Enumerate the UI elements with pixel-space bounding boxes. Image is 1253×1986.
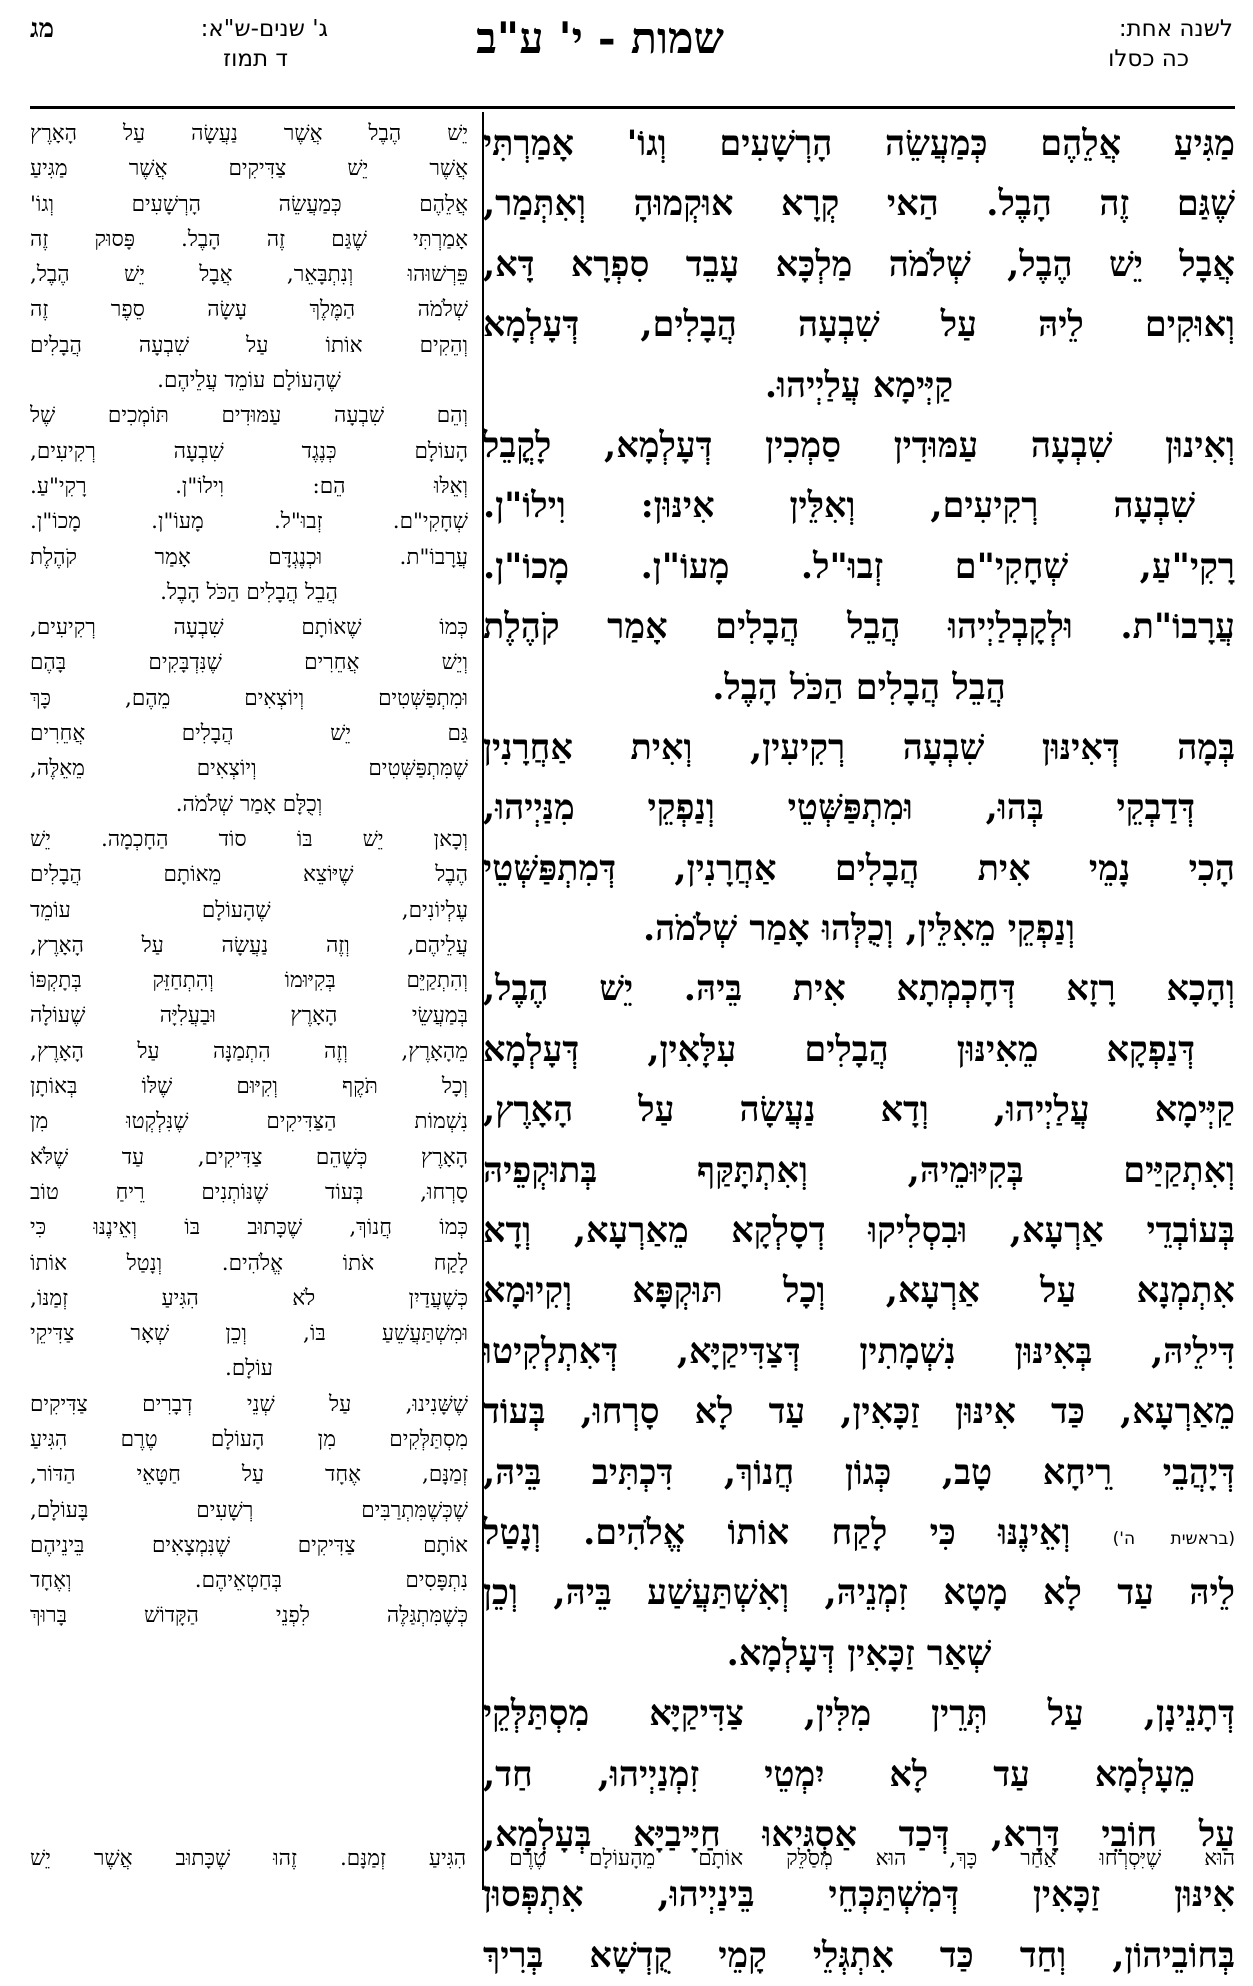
commentary-line: פֵּרְשׁוּהוּ וְנִתְבָּאֵר, אֲבָל יֵשׁ הֶבֶל, xyxy=(30,262,468,288)
main-line: וְאִתְקַיַּים בְּקִיּוּמֵיהּ, וְאִתְתָּקַּף בְּתוּקְפֵיהּ xyxy=(483,1149,1235,1191)
commentary-line: אֲלֵהֶם כְּמַעֲשֵׂה הָרְשָׁעִים וְגוֹ' xyxy=(30,191,468,217)
main-line: בְּחוֹבֵיהוֹן, וְחַד כַּד אִתְגְּלֵי קָמֵי קֻדְשָׁא בְּרִיךְ xyxy=(483,1934,1235,1976)
header-left-block xyxy=(118,14,328,74)
main-line: הָכִי נָמֵי אִית הֲבָלִים אַחֲרָנִין, דְּמִתְפַּשְּׁטֵי xyxy=(483,847,1235,889)
main-line: מֵאַרְעָא, כַּד אִינּוּן זַכָּאִין, עַד לָא סָרְחוּ, בְּעוֹד xyxy=(483,1391,1235,1433)
commentary-line: וְאֵלּוּ הֵם: וִילוֹ"ן. רָקִי"עַ. xyxy=(30,473,468,499)
main-line: וְנַפְקֵי מֵאִלֵּין, וְכֻלְּהוּ אָמַר שְׁלֹמֹה. xyxy=(642,908,1076,950)
commentary-line: נִשְׁמוֹת הַצַּדִּיקִים שֶׁנִּלְקְטוּ מִן xyxy=(30,1109,468,1135)
commentary-line: עֶלְיוֹנִים, שֶׁהָעוֹלָם עוֹמֵד xyxy=(30,897,468,923)
main-line: קַיְּימָא עֲלַיְיהוּ, וְדָא נַעֲשָׂה עַל הָאָרֶץ, xyxy=(483,1089,1235,1131)
main-line: בְּעוֹבְדֵי אַרְעָא, וּבִסְלִיקוּ דְסָלְקָא מֵאַרְעָא, וְדָא xyxy=(483,1210,1235,1252)
main-line: אֲבָל יֵשׁ הֶבֶל, שְׁלֹמֹה מַלְכָּא עָבֵד סִפְרָא דָּא, xyxy=(483,243,1235,285)
commentary-line: יֵשׁ הֶבֶל אֲשֶׁר נַעֲשָׂה עַל הָאָרֶץ xyxy=(30,121,468,146)
main-line: וְאִינוּן שִׁבְעָה עַמּוּדִין סַמְכִין דְּעָלְמָא, לָקֳבֵל xyxy=(483,424,1235,466)
commentary-line: וּמִשְׁתַּעֲשֵׁעַ בּוֹ, וְכֵן שְׁאָר צַדִּיקֵי xyxy=(30,1321,468,1347)
main-line: דְּדַבְקֵי בְּהוּ, וּמִתְפַּשְּׁטֵי וְנַפְקֵי מִנַּיְיהוּ, xyxy=(483,787,1195,829)
header-left-line2: ד תמוז xyxy=(223,46,288,72)
commentary-line: שְׁחָקִי"ם. זְבוּ"ל. מָעוֹ"ן. מָכוֹ"ן. xyxy=(30,509,468,535)
commentary-line: וְכָל תֹּקֶף וְקִיּוּם שֶׁלּוֹ בְּאוֹתָן xyxy=(30,1074,468,1100)
commentary-line: אָמַרְתִּי שֶׁגַּם זֶה הָבֶל. פָּסוּק זֶה xyxy=(30,226,468,252)
main-line: אִינּוּן זַכָּאִין דְּמִשְׁתַּכְּחֵי בֵּינַיְיהוּ, אִתְפְּסוּן xyxy=(483,1874,1235,1916)
commentary-line: הָעוֹלָם כְּנֶגֶד שִׁבְעָה רְקִיעִים, xyxy=(30,438,468,464)
commentary-column xyxy=(30,116,468,1634)
header-right-line2: כה כסלו xyxy=(1108,46,1189,72)
commentary-line: וְהֵם שִׁבְעָה עַמּוּדִים תּוֹמְכִים שֶׁל xyxy=(30,403,468,429)
main-line-with-source xyxy=(483,1503,1235,1563)
main-line: עַל חוֹבֵי דָּרָא, דְּכַד אַסְגִּיאוּ חַיָּיבַיָּא בְּעָלְמָא, xyxy=(483,1813,1235,1855)
commentary-line: וּמִתְפַּשְּׁטִים וְיוֹצְאִים מֵהֶם, כָּךְ xyxy=(30,685,468,711)
main-line: דְּיָהֲבֵי רֵיחָא טָב, כְּגוֹן חֲנוֹךְ, דִּכְתִּיב בֵּיהּ, xyxy=(483,1451,1235,1493)
commentary-line: כְּמוֹ שֶׁאוֹתָם שִׁבְעָה רְקִיעִים, xyxy=(30,615,468,641)
commentary-line: עֲלֵיהֶם, וְזֶה נַעֲשָׂה עַל הָאָרֶץ, xyxy=(30,932,468,958)
main-text-column xyxy=(483,114,1235,1986)
commentary-line: שֶׁשָּׁנִינוּ, עַל שְׁנֵי דְבָרִים צַדִּיקִים xyxy=(30,1391,468,1417)
source-note: (בראשית ה') xyxy=(1112,1528,1235,1549)
commentary-line: הֲבֵל הֲבָלִים הַכֹּל הָבֶל. xyxy=(160,579,338,605)
column-divider xyxy=(482,112,484,1890)
commentary-line: הָאָרֶץ כְּשֶׁהֵם צַדִּיקִים, עַד שֶׁלֹּא xyxy=(30,1144,468,1170)
page-title: שמות - י' ע"ב xyxy=(476,14,724,64)
main-line: מֵעָלְמָא עַד לָא יִמְטֵי זִמְנַיְיהוּ, חַד, xyxy=(483,1753,1195,1795)
commentary-line: זְמַנָּם, אֶחָד עַל חַטָּאֵי הַדּוֹר, xyxy=(30,1462,468,1488)
bottom-line: הוּא שֶׁיִּסְרְחוּ אַחַר כָּךְ, הוּא מְסַלֵּק אוֹתָם מֵהָעוֹלָם טֶרֶם הִגִּיעַ זְמַנָּם. זֶהוּ שֶׁכָּתוּב אֲשֶׁר יֵשׁ xyxy=(30,1846,1235,1871)
main-line: הֲבֵל הֲבָלִים הַכֹּל הָבֶל. xyxy=(712,666,1006,708)
main-line: מַגִּיעַ אֲלֵהֶם כְּמַעֲשֵׂה הָרְשָׁעִים וְגוֹ' אָמַרְתִּי xyxy=(483,123,1235,164)
header-right-line1: לשנה אחת: xyxy=(1118,16,1233,42)
commentary-line: כְּשֶׁמִּתְגַּלֶּה לִפְנֵי הַקָּדוֹשׁ בָּרוּךְ xyxy=(30,1603,468,1629)
commentary-line: אֲשֶׁר יֵשׁ צַדִּיקִים אֲשֶׁר מַגִּיעַ xyxy=(30,156,468,182)
commentary-line: עוֹלָם. xyxy=(225,1356,273,1382)
commentary-line: גַּם יֵשׁ הֲבָלִים אֲחֵרִים xyxy=(30,721,468,747)
main-line: עֲרָבוֹ"ת. וּלְקָבְלַיְיהוּ הֲבֵל הֲבָלִים אָמַר קֹהֶלֶת xyxy=(483,606,1235,648)
commentary-line: שֶׁכְּשֶׁמִּתְרַבִּים רְשָׁעִים בָּעוֹלָם, xyxy=(30,1497,468,1523)
commentary-line: וְכֻלָּם אָמַר שְׁלֹמֹה. xyxy=(175,791,323,817)
header-left-line1: ג' שנים-ש"א: xyxy=(200,16,328,42)
commentary-line: וְהֵקִים אוֹתוֹ עַל שִׁבְעָה הֲבָלִים xyxy=(30,332,468,358)
main-line: בְּמָה דְּאִינּוּן שִׁבְעָה רְקִיעִין, וְאִית אַחֲרָנִין xyxy=(483,726,1235,768)
commentary-line: מִסְתַּלְּקִים מִן הָעוֹלָם טֶרֶם הִגִּיעַ xyxy=(30,1426,468,1452)
page-number: מג xyxy=(30,14,54,44)
commentary-line: הֶבֶל שֶׁיּוֹצֵא מֵאוֹתָם הֲבָלִים xyxy=(30,862,468,888)
main-line: וְאוּקִים לֵיהּ עַל שִׁבְעָה הֲבָלִים, דְּעָלְמָא xyxy=(483,304,1235,346)
main-line: אִתְמְנָא עַל אַרְעָא, וְכָל תּוּקְפָּא וְקִיוּמָא xyxy=(483,1270,1235,1312)
main-line: לֵיהּ עַד לָא מָטָא זִמְנֵיהּ, וְאִשְׁתַּעֲשַׁע בֵּיהּ, וְכֵן xyxy=(483,1572,1235,1614)
commentary-line: וְיֵשׁ אֲחֵרִים שֶׁנִּדְבָּקִים בָּהֶם xyxy=(30,650,468,676)
main-line: דְּתָנֵינָן, עַל תְּרֵין מִלִּין, צַדִּיקַיָּא מִסְתַּלְּקֵי xyxy=(483,1693,1235,1735)
commentary-line: מֵהָאָרֶץ, וְזֶה הִתְמַנָּה עַל הָאָרֶץ, xyxy=(30,1038,468,1064)
commentary-line: שֶׁמִּתְפַּשְּׁטִים וְיוֹצְאִים מֵאֵלֶּה, xyxy=(30,756,468,782)
commentary-line: עֲרָבוֹ"ת. וּכְנֶגְדָּם אָמַר קֹהֶלֶת xyxy=(30,544,468,570)
main-line-text: וְאֵינֶנּוּ כִּי לָקַח אוֹתוֹ אֱלֹהִים. וְנָטַל xyxy=(483,1511,1071,1553)
main-line: דִּילֵיהּ, בְּאִינּוּן נִשְׁמָתִין דְּצַדִּיקַיָּא, דְּאִתְלְקִיטוּ xyxy=(483,1330,1235,1372)
commentary-line: לָקַח אֹתוֹ אֱלֹהִים. וְנָטַל אוֹתוֹ xyxy=(30,1250,468,1276)
header-right-block xyxy=(973,14,1233,74)
commentary-line: וְכָאן יֵשׁ בּוֹ סוֹד הַחָכְמָה. יֵשׁ xyxy=(30,826,468,852)
main-line: וְהָכָא רָזָא דְּחָכְמְתָא אִית בֵּיהּ. יֵשׁ הֶבֶל, xyxy=(483,968,1235,1010)
main-line: שִׁבְעָה רְקִיעִים, וְאִלֵּין אִינּוּן: וִילוֹ"ן. xyxy=(483,485,1195,527)
commentary-line: וְהִתְקַיֵּם בְּקִיּוּמוֹ וְהִתְחַזֵּק בְּתָקְפּוֹ xyxy=(30,968,468,994)
commentary-line: שֶׁהָעוֹלָם עוֹמֵד עֲלֵיהֶם. xyxy=(157,368,341,394)
main-line: שְׁאַר זַכָּאִין דְּעָלְמָא. xyxy=(726,1632,992,1674)
commentary-line: אוֹתָם צַדִּיקִים שֶׁנִּמְצָאִים בֵּינֵיהֶם xyxy=(30,1532,468,1558)
commentary-line: שְׁלֹמֹה הַמֶּלֶךְ עָשָׂה סֵפֶר זֶה xyxy=(30,297,468,323)
main-line: רָקִי"עַ, שְׁחָקִי"ם זְבוּ"ל. מָעוֹ"ן. מָכוֹ"ן. xyxy=(483,545,1235,587)
commentary-line: נִתְפָּסִים בְּחַטְאֵיהֶם. וְאֶחָד xyxy=(30,1568,468,1594)
main-line: דְּנַפְקָא מֵאִינּוּן הֲבָלִים עִלָּאִין, דְּעָלְמָא xyxy=(483,1028,1195,1070)
main-line: קַיְּימָא עֲלַיְיהוּ. xyxy=(764,364,954,406)
commentary-line: כְּמוֹ חֲנוֹךְ, שֶׁכָּתוּב בּוֹ וְאֵינֶנּוּ כִּי xyxy=(30,1215,468,1241)
commentary-line: בְּמַעֲשֵׂי הָאָרֶץ וּבַעֲלִיָּה שֶׁעוֹלָה xyxy=(30,1003,468,1029)
commentary-line: סָרְחוּ, בְּעוֹד שֶׁנּוֹתְנִים רֵיחַ טוֹב xyxy=(30,1179,468,1205)
header-divider xyxy=(30,106,1235,109)
main-line: שֶׁגַּם זֶה הָבֶל. הַאי קְרָא אוּקְמוּהָ וְאִתְּמַר, xyxy=(483,183,1235,225)
commentary-line: כְּשֶׁעֲדַיִן לֹא הִגִּיעַ זְמַנּוֹ, xyxy=(30,1285,468,1311)
